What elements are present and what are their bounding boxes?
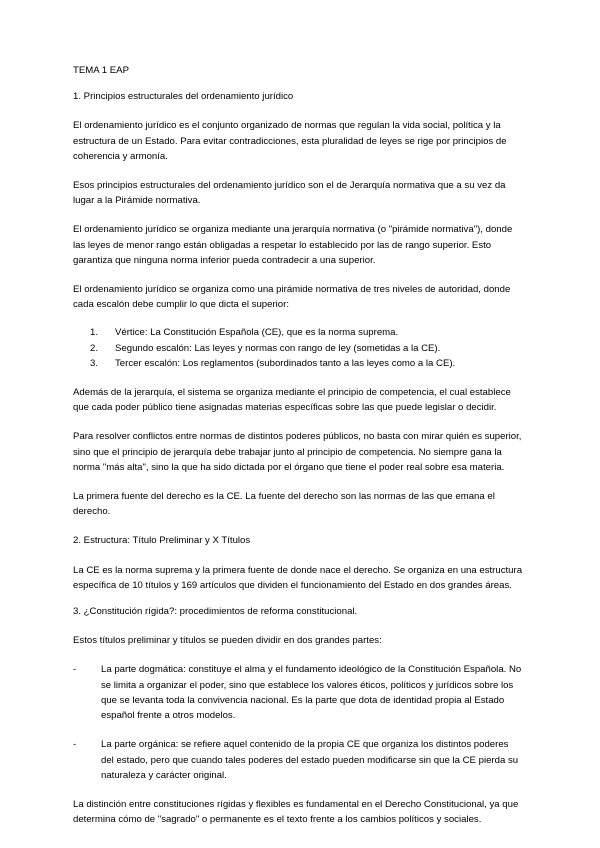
paragraph-10: La distinción entre constituciones rígidas y flexibles es fundamental en el Derecho Constitucional, ya que determina cómo de "sagrado" o permanente es el texto frente a los cambios políticos y sociales.	[73, 798, 519, 826]
section-heading-3: 3. ¿Constitución rígida?: procedimientos de reforma constitucional.	[73, 606, 358, 618]
list-item	[73, 662, 523, 723]
paragraph-9: Estos títulos preliminar y títulos se pueden dividir en dos grandes partes:	[73, 635, 382, 647]
list-text: Vértice: La Constitución Española (CE), que es la norma suprema.	[115, 327, 399, 339]
section-heading-2: 2. Estructura: Título Preliminar y X Títulos	[73, 535, 251, 547]
paragraph-6: Para resolver conflictos entre normas de distintos poderes públicos, no basta con mirar quién es superior, sino que el principio de jerarquía debe trabajar junto al principio de competencia. No siempre gana la norma "más alta", sino la que ha sido dictada por el órgano que tiene el poder real sobre esa materia.	[73, 431, 522, 473]
list-number: 2.	[90, 342, 99, 354]
list-text: Tercer escalón: Los reglamentos (subordinados tanto a las leyes como a la CE).	[115, 357, 456, 369]
paragraph-5: Además de la jerarquía, el sistema se organiza mediante el principio de competencia, el cual establece que cada poder público tiene asignadas materias específicas sobre las que puede legislar o decidir.	[73, 387, 511, 414]
paragraph-2: Esos principios estructurales del ordenamiento jurídico son el de Jerarquía normativa que a su vez da lugar a la Pirámide normativa.	[73, 180, 506, 207]
pyramid-levels-list	[73, 325, 523, 371]
paragraph-3: El ordenamiento jurídico se organiza mediante una jerarquía normativa (o "pirámide normativa"), donde las leyes de menor rango están obligadas a respetar lo establecido por las de rango superior. Esto garantiza que ninguna norma inferior pueda contradecir a una superior.	[73, 224, 513, 266]
paragraph-4: El ordenamiento jurídico se organiza como una pirámide normativa de tres niveles de autoridad, donde cada escalón debe cumplir lo que dicta el superior:	[73, 284, 511, 311]
list-item	[73, 356, 523, 371]
section-heading-1: 1. Principios estructurales del ordenamiento jurídico	[73, 91, 294, 103]
document-body	[73, 63, 523, 827]
list-number: 3.	[90, 357, 99, 369]
paragraph-7: La primera fuente del derecho es la CE. La fuente del derecho son las normas de las que emana el derecho.	[73, 491, 495, 518]
dash-text: La parte orgánica: se refiere aquel contenido de la propia CE que organiza los distintos poderes del estado, pero que cuando tales poderes del estado pueden modificarse sin que la CE pierda su naturaleza y carácter original.	[101, 739, 519, 781]
dash-bullet: -	[73, 739, 77, 751]
paragraph-1: El ordenamiento jurídico es el conjunto organizado de normas que regulan la vida social, política y la estructura de un Estado. Para evitar contradicciones, esta pluralidad de leyes se rige por principios de coherencia y armonía.	[73, 120, 507, 162]
dash-text: La parte dogmática: constituye el alma y el fundamento ideológico de la Constitución Española. No se limita a organizar el poder, sino que establece los valores éticos, políticos y jurídicos sobre los que se levanta toda la convivencia nacional. Es la parte que dota de identidad propia al Estado español frente a otros modelos.	[101, 664, 522, 722]
list-item	[73, 341, 523, 356]
list-number: 1.	[90, 327, 99, 339]
list-text: Segundo escalón: Las leyes y normas con rango de ley (sometidas a la CE).	[115, 342, 441, 354]
list-item	[73, 737, 523, 783]
paragraph-8: La CE es la norma suprema y la primera fuente de donde nace el derecho. Se organiza en una estructura específica de 10 títulos y 169 artículos que dividen el funcionamiento del Estado en dos grandes áreas.	[73, 564, 523, 591]
document-title: TEMA 1 EAP	[73, 65, 129, 76]
dash-bullet: -	[73, 664, 77, 676]
list-item	[73, 325, 523, 340]
